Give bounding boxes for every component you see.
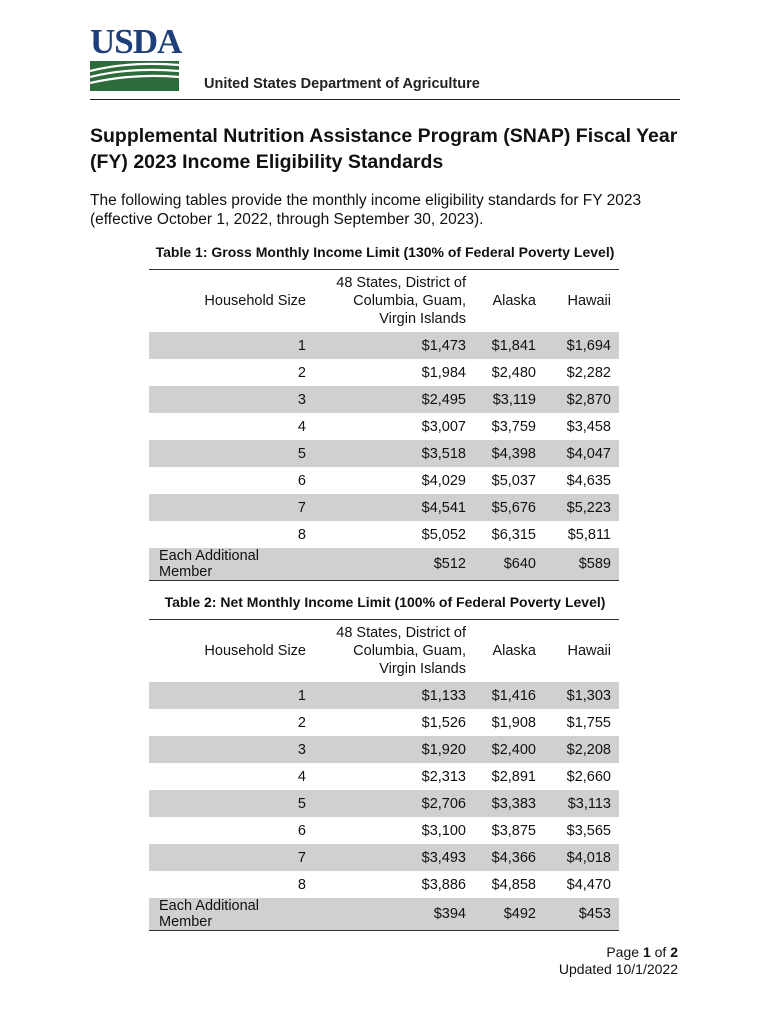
table-row (149, 494, 619, 521)
table-row (149, 817, 619, 844)
income-limit-cell: $5,676 (474, 494, 544, 521)
household-size-cell: 6 (297, 822, 306, 839)
income-limit-cell: $4,635 (566, 472, 611, 489)
income-limit-cell: $3,458 (566, 418, 611, 435)
header-hawaii: Hawaii (567, 293, 611, 309)
household-size-cell: 3 (149, 736, 314, 763)
household-size-cell: 1 (149, 682, 314, 709)
income-limit-cell: $1,755 (566, 714, 611, 731)
table-2-caption: Table 2: Net Monthly Income Limit (100% of Federal Poverty Level) (164, 594, 606, 610)
income-limit-cell: $492 (474, 898, 544, 931)
table-row (149, 359, 619, 386)
income-limit-cell: $3,759 (491, 418, 536, 435)
table-row (149, 413, 619, 440)
income-limit-cell: $4,398 (474, 440, 544, 467)
income-limit-cell: $4,047 (544, 440, 619, 467)
header-alaska: Alaska (492, 643, 536, 659)
table-row (149, 736, 619, 763)
header-alaska: Alaska (492, 293, 536, 309)
income-limit-cell: $2,706 (314, 790, 474, 817)
page-total: 2 (670, 944, 678, 960)
income-limit-cell: $5,223 (544, 494, 619, 521)
table-row (149, 682, 619, 709)
income-limit-cell: $4,029 (421, 472, 466, 489)
household-size-cell: 2 (297, 364, 306, 381)
income-limit-cell: $1,473 (314, 332, 474, 359)
income-limit-cell: $2,660 (566, 768, 611, 785)
income-limit-cell: $2,480 (491, 364, 536, 381)
table-row (149, 871, 619, 898)
household-size-cell: 3 (149, 386, 314, 413)
header-48-states: 48 States, District of Columbia, Guam, Virgin Islands (336, 625, 466, 677)
income-limit-cell: $3,875 (491, 822, 536, 839)
header-divider (90, 99, 680, 100)
income-limit-cell: $3,113 (544, 790, 619, 817)
income-limit-cell: $1,908 (491, 714, 536, 731)
income-limit-cell: $4,858 (491, 876, 536, 893)
income-limit-cell: $2,208 (544, 736, 619, 763)
income-limit-cell: $6,315 (491, 526, 536, 543)
table-row (149, 790, 619, 817)
table-row (149, 467, 619, 494)
income-limit-cell: $4,366 (474, 844, 544, 871)
table-row (149, 386, 619, 413)
income-limit-cell: $1,984 (421, 364, 466, 381)
income-limit-cell: $394 (314, 898, 474, 931)
usda-logo (90, 22, 182, 92)
income-limit-cell: $1,133 (314, 682, 474, 709)
income-limit-cell: $5,811 (567, 526, 611, 543)
income-limit-cell: $2,495 (314, 386, 474, 413)
income-limit-cell: $2,313 (421, 768, 466, 785)
page-number (559, 944, 678, 961)
intro-paragraph: The following tables provide the monthly income eligibility standards for FY 2023 (effective October 1, 2022, through September 30, 2023). (90, 192, 642, 228)
logo-field-icon (90, 61, 179, 91)
income-limit-cell: $512 (314, 548, 474, 581)
table-1-caption: Table 1: Gross Monthly Income Limit (130% of Federal Poverty Level) (155, 244, 615, 260)
income-limit-cell: $1,416 (474, 682, 544, 709)
household-size-cell: 7 (149, 494, 314, 521)
table-row (149, 709, 619, 736)
header-hawaii: Hawaii (567, 643, 611, 659)
page-of: of (654, 944, 667, 960)
income-limit-cell: $4,470 (566, 876, 611, 893)
income-limit-cell: $1,841 (474, 332, 544, 359)
table-row (149, 844, 619, 871)
page-word: Page (606, 944, 640, 960)
income-limit-cell: $3,383 (474, 790, 544, 817)
household-size-cell: 4 (297, 418, 306, 435)
gross-income-table (149, 269, 619, 581)
household-size-cell: 5 (149, 790, 314, 817)
header-48-states: 48 States, District of Columbia, Guam, Virgin Islands (336, 275, 466, 327)
household-size-cell: 7 (149, 844, 314, 871)
logo-wordmark: USDA (90, 22, 182, 61)
income-limit-cell: $5,052 (421, 526, 466, 543)
income-limit-cell: $5,037 (491, 472, 536, 489)
header-household-size: Household Size (204, 643, 306, 659)
income-limit-cell: $3,886 (421, 876, 466, 893)
table-row (149, 898, 619, 931)
household-size-cell: 5 (149, 440, 314, 467)
income-limit-cell: $1,303 (544, 682, 619, 709)
income-limit-cell: $2,400 (474, 736, 544, 763)
household-size-cell: 4 (297, 768, 306, 785)
net-income-table (149, 619, 619, 931)
income-limit-cell: $3,565 (566, 822, 611, 839)
income-limit-cell: $1,526 (421, 714, 466, 731)
income-limit-cell: $2,870 (544, 386, 619, 413)
income-limit-cell: $1,694 (544, 332, 619, 359)
household-size-cell: Each Additional Member (149, 548, 314, 581)
table-row (149, 763, 619, 790)
header-household-size: Household Size (204, 293, 306, 309)
household-size-cell: 1 (149, 332, 314, 359)
income-limit-cell: $640 (474, 548, 544, 581)
income-limit-cell: $3,119 (474, 386, 544, 413)
income-limit-cell: $1,920 (314, 736, 474, 763)
page-footer (559, 944, 678, 978)
updated-date: Updated 10/1/2022 (558, 961, 678, 977)
table-row (149, 332, 619, 359)
income-limit-cell: $4,018 (544, 844, 619, 871)
income-limit-cell: $4,541 (314, 494, 474, 521)
income-limit-cell: $2,282 (566, 364, 611, 381)
table-row (149, 440, 619, 467)
table-header-row (149, 270, 619, 333)
page-current: 1 (642, 944, 651, 960)
household-size-cell: Each Additional Member (149, 898, 314, 931)
table-header-row (149, 620, 619, 683)
household-size-cell: 2 (297, 714, 306, 731)
household-size-cell: 6 (297, 472, 306, 489)
income-limit-cell: $2,891 (491, 768, 536, 785)
table-row (149, 521, 619, 548)
income-limit-cell: $3,518 (314, 440, 474, 467)
table-row (149, 548, 619, 581)
department-name: United States Department of Agriculture (204, 76, 480, 92)
household-size-cell: 8 (297, 526, 306, 543)
income-limit-cell: $589 (544, 548, 619, 581)
page-title: Supplemental Nutrition Assistance Program (SNAP) Fiscal Year (FY) 2023 Income Eligibility Standards (90, 125, 678, 173)
income-limit-cell: $3,007 (421, 418, 466, 435)
income-limit-cell: $3,493 (314, 844, 474, 871)
household-size-cell: 8 (297, 876, 306, 893)
income-limit-cell: $3,100 (421, 822, 466, 839)
income-limit-cell: $453 (544, 898, 619, 931)
